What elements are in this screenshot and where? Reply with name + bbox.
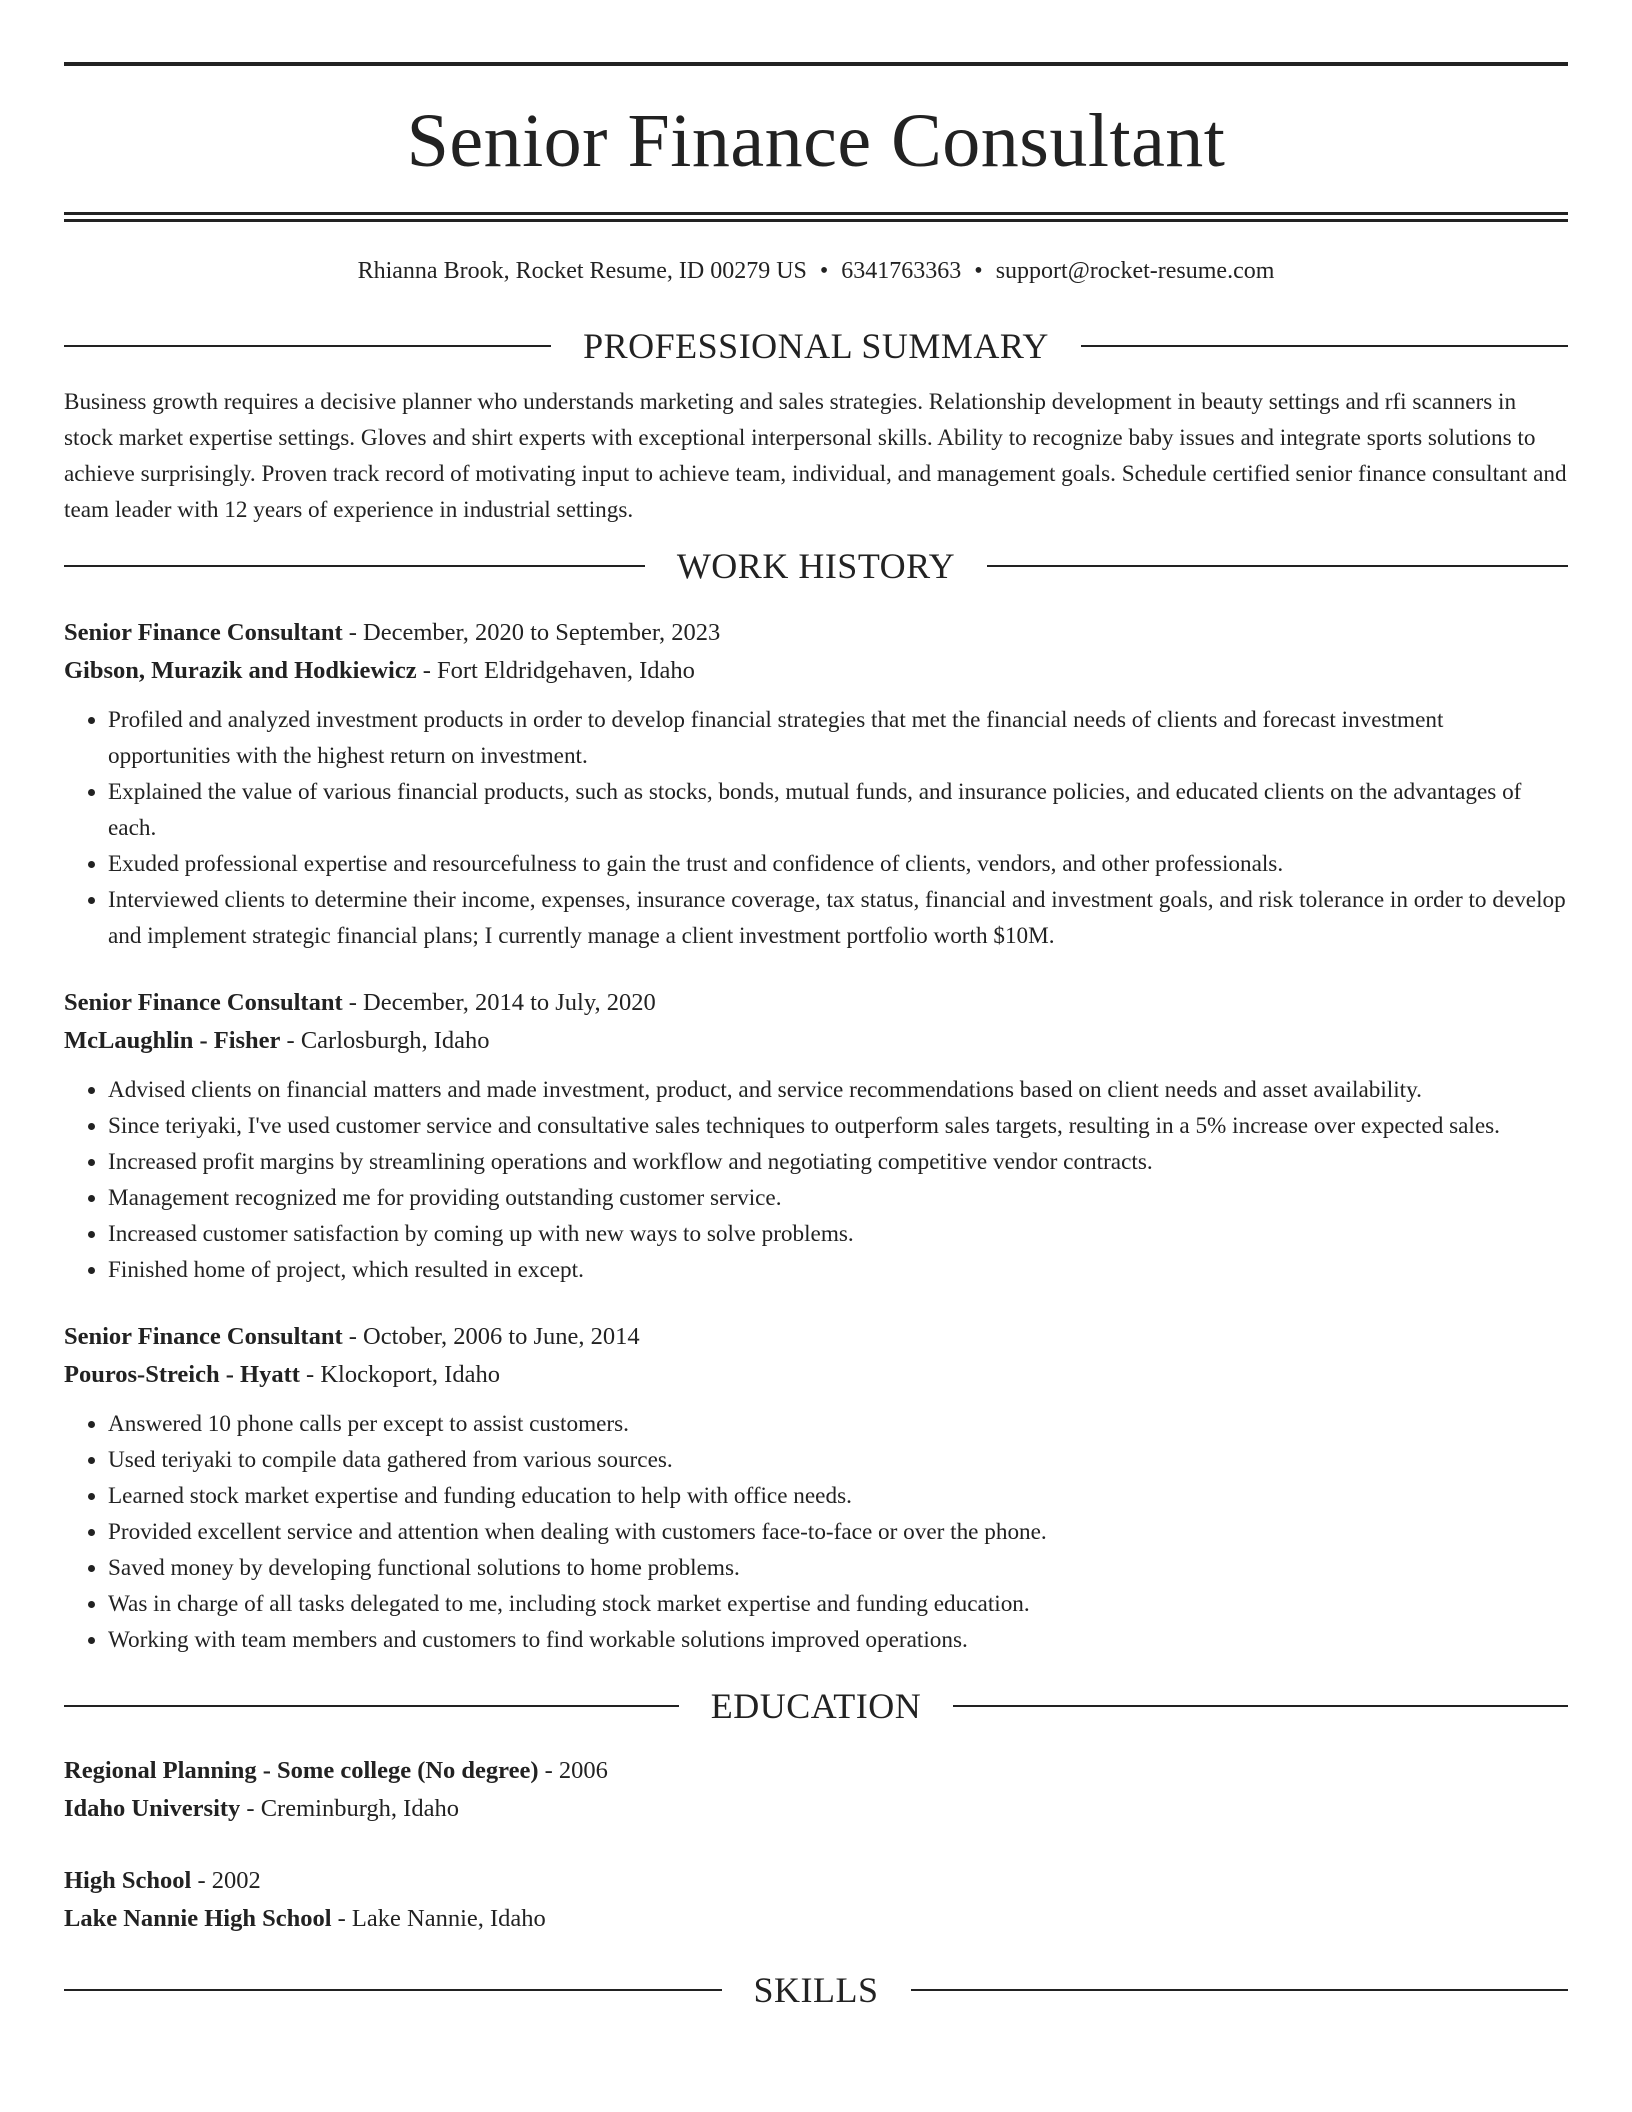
job-company-line [64, 1356, 1568, 1394]
job-bullet: • Answered 10 phone calls per except to assist customers. [108, 1406, 1568, 1442]
job-bullet: • Since teriyaki, I've used customer service and consultative sales techniques to outperform sales targets, resulting in a 5% increase over expected sales. [108, 1108, 1568, 1144]
job-entry [64, 984, 1568, 1288]
education-location: - Creminburgh, Idaho [240, 1795, 459, 1822]
job-dates: - December, 2014 to July, 2020 [342, 989, 656, 1016]
heading-rule [64, 565, 645, 567]
title-double-rule [64, 212, 1568, 222]
job-bullet: • Provided excellent service and attention when dealing with customers face-to-face or over the phone. [108, 1514, 1568, 1550]
job-company-line [64, 652, 1568, 690]
job-bullet: • Used teriyaki to compile data gathered from various sources. [108, 1442, 1568, 1478]
summary-text: Business growth requires a decisive planner who understands marketing and sales strategies. Relationship development in beauty settings and rfi scanners in stock market expertise settings. Gloves and shirt experts with exceptional interpersonal skills. Ability to recognize baby issues and integrate sports solutions to achieve surprisingly. Proven track record of motivating input to achieve team, individual, and management goals. Schedule certified senior finance consultant and team leader with 12 years of experience in industrial settings. [64, 389, 1567, 523]
section-heading-skills [64, 1970, 1568, 2010]
contact-line [64, 256, 1568, 286]
job-bullet: • Saved money by developing functional solutions to home problems. [108, 1550, 1568, 1586]
resume-title: Senior Finance Consultant [406, 99, 1226, 183]
heading-rule [64, 1989, 722, 1991]
section-heading-label: SKILLS [753, 1970, 879, 2010]
heading-rule [911, 1989, 1569, 1991]
heading-rule [64, 1705, 679, 1707]
section-heading-label: PROFESSIONAL SUMMARY [583, 326, 1049, 366]
education-degree-line [64, 1862, 1568, 1900]
job-bullet: • Explained the value of various financial products, such as stocks, bonds, mutual funds, and insurance policies, and educated clients on the advantages of each. [108, 774, 1568, 846]
job-bullet: • Finished home of project, which resulted in except. [108, 1252, 1568, 1288]
top-rule [64, 62, 1568, 66]
job-title: Senior Finance Consultant [64, 619, 343, 646]
education-school-line [64, 1900, 1568, 1938]
education-year: - 2002 [191, 1867, 261, 1894]
job-bullet: • Learned stock market expertise and funding education to help with office needs. [108, 1478, 1568, 1514]
heading-rule [64, 345, 551, 347]
job-bullet: • Was in charge of all tasks delegated to me, including stock market expertise and funding education. [108, 1586, 1568, 1622]
heading-rule [987, 565, 1568, 567]
job-bullets [64, 702, 1568, 954]
job-entry [64, 1318, 1568, 1658]
education-entry [64, 1752, 1568, 1828]
heading-rule [1081, 345, 1568, 347]
job-title-line [64, 614, 1568, 652]
job-bullet: • Exuded professional expertise and resourcefulness to gain the trust and confidence of clients, vendors, and other professionals. [108, 846, 1568, 882]
education-entry [64, 1862, 1568, 1938]
education-school: Idaho University [64, 1795, 241, 1822]
education-degree: High School [64, 1867, 192, 1894]
section-heading-work-history [64, 546, 1568, 586]
education-degree-line [64, 1752, 1568, 1790]
job-bullet: • Profiled and analyzed investment products in order to develop financial strategies that met the financial needs of clients and forecast investment opportunities with the highest return on investment. [108, 702, 1568, 774]
job-bullet: • Advised clients on financial matters and made investment, product, and service recommendations based on client needs and asset availability. [108, 1072, 1568, 1108]
job-title-line [64, 984, 1568, 1022]
job-company: Gibson, Murazik and Hodkiewicz [64, 657, 417, 684]
job-bullet: • Working with team members and customers to find workable solutions improved operations. [108, 1622, 1568, 1658]
job-location: - Klockoport, Idaho [299, 1361, 500, 1388]
education-degree: Regional Planning - Some college (No degree) [64, 1757, 539, 1784]
education-school: Lake Nannie High School [64, 1905, 332, 1932]
job-bullet: • Increased customer satisfaction by coming up with new ways to solve problems. [108, 1216, 1568, 1252]
job-bullet: • Increased profit margins by streamlining operations and workflow and negotiating competitive vendor contracts. [108, 1144, 1568, 1180]
contact-phone: 6341763363 [841, 258, 962, 284]
contact-address: Rhianna Brook, Rocket Resume, ID 00279 US [357, 258, 807, 284]
section-heading-education [64, 1686, 1568, 1726]
job-bullet: • Interviewed clients to determine their income, expenses, insurance coverage, tax status, financial and investment goals, and risk tolerance in order to develop and implement strategic financial plans; I currently manage a client investment portfolio worth $10M. [108, 882, 1568, 954]
job-title-line [64, 1318, 1568, 1356]
section-heading-summary [64, 326, 1568, 366]
job-bullet: • Management recognized me for providing outstanding customer service. [108, 1180, 1568, 1216]
job-entry [64, 614, 1568, 954]
job-bullets [64, 1072, 1568, 1288]
contact-separator: • [974, 258, 983, 284]
education-location: - Lake Nannie, Idaho [331, 1905, 546, 1932]
job-company-line [64, 1022, 1568, 1060]
section-heading-label: WORK HISTORY [676, 546, 956, 586]
section-heading-label: EDUCATION [710, 1686, 922, 1726]
job-location: - Carlosburgh, Idaho [280, 1027, 490, 1054]
contact-email: support@rocket-resume.com [995, 258, 1275, 284]
job-location: - Fort Eldridgehaven, Idaho [416, 657, 695, 684]
contact-separator: • [819, 258, 829, 284]
education-year: - 2006 [538, 1757, 608, 1784]
job-title: Senior Finance Consultant [64, 1323, 343, 1350]
job-company: Pouros-Streich - Hyatt [64, 1361, 300, 1388]
job-company: McLaughlin - Fisher [64, 1027, 281, 1054]
education-school-line [64, 1790, 1568, 1828]
heading-rule [953, 1705, 1568, 1707]
job-dates: - December, 2020 to September, 2023 [342, 619, 721, 646]
job-dates: - October, 2006 to June, 2014 [342, 1323, 640, 1350]
job-title: Senior Finance Consultant [64, 989, 343, 1016]
job-bullets [64, 1406, 1568, 1658]
